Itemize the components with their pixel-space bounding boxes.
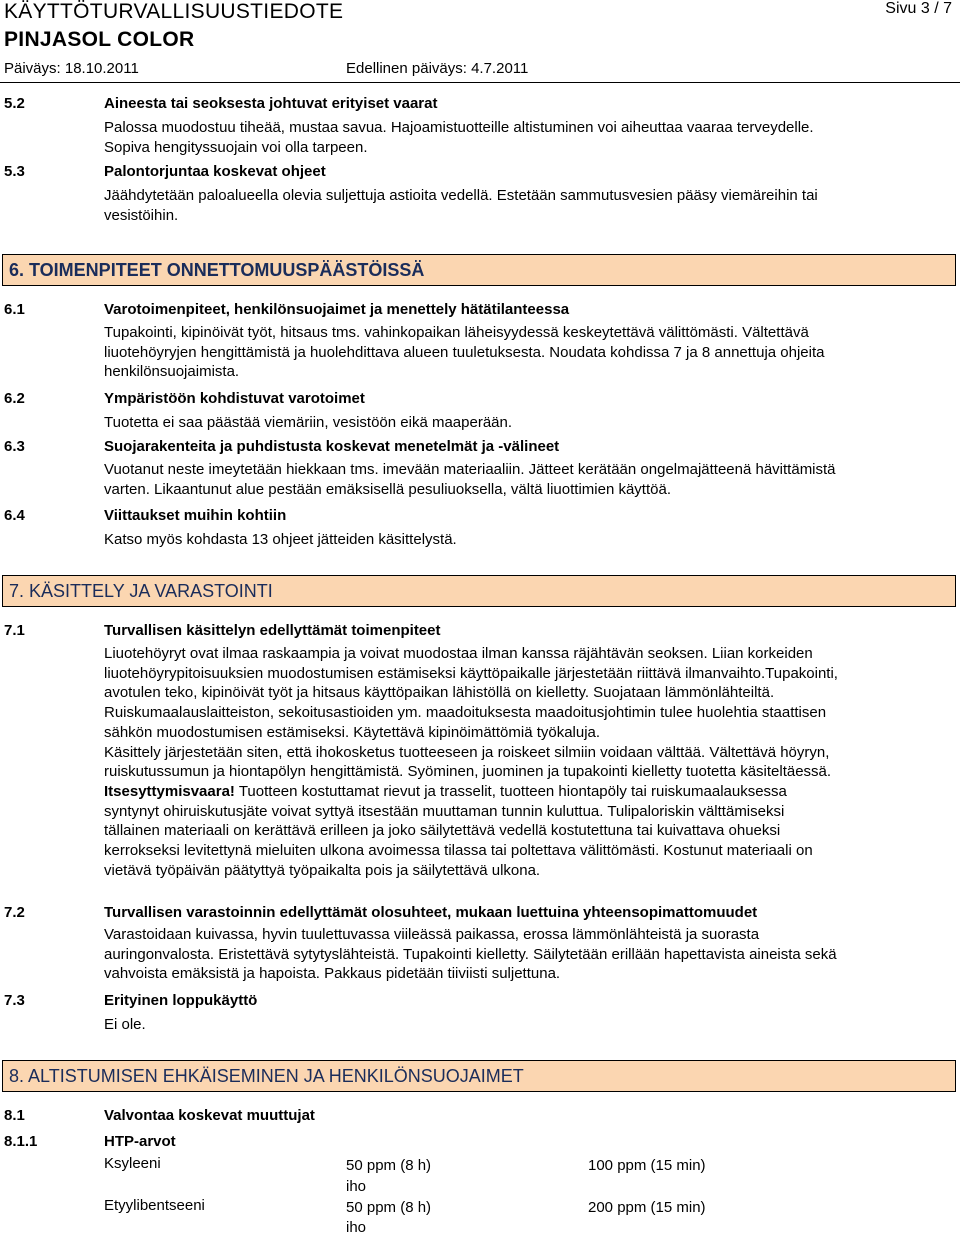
section-heading-6-label: 6. TOIMENPITEET ONNETTOMUUSPÄÄSTÖISSÄ [9, 260, 425, 280]
body-line: Ei ole. [104, 1016, 146, 1033]
body-line: Jäähdytetään paloalueella olevia suljettuja astioita vedellä. Estetään sammutusvesien pääsy viemäreihin tai [104, 187, 818, 204]
htp-15min-value: 100 ppm (15 min) [588, 1157, 706, 1174]
skin-notation: iho [346, 1178, 367, 1195]
substance-name: Etyylibentseeni [104, 1197, 205, 1214]
body-line: henkilönsuojaimista. [104, 363, 240, 381]
page-number: Sivu 3 / 7 [885, 0, 952, 17]
subsection-title-5-2: Aineesta tai seoksesta johtuvat erityiset vaarat [104, 95, 438, 112]
body-line: Käsittely järjestetään siten, että ihokosketus tuotteeseen ja roiskeet silmiin voidaan välttää. Vältettävä höyryn, [104, 743, 830, 761]
body-line [104, 782, 956, 802]
previous-date: Edellinen päiväys: 4.7.2011 [346, 60, 529, 77]
body-line-text: Tuotteen kostuttamat rievut ja trasselit, tuotteen hiontapöly tai ruiskumaalauksessa [238, 782, 787, 800]
body-line: vahvoista emäksistä ja hapoista. Pakkaus pidetään tiiviisti suljettuna. [104, 965, 561, 983]
subsection-number-7-3: 7.3 [4, 992, 25, 1009]
section-heading-6 [2, 254, 956, 286]
subsection-number-7-1: 7.1 [4, 622, 25, 639]
issue-date: Päiväys: 18.10.2011 [4, 60, 139, 77]
body-line: ruiskutussumun ja hiontapölyn hengittämistä. Syöminen, juominen ja tupakointi kielletty tuotetta käsiteltäessä. [104, 763, 832, 781]
subsection-number-8-1-1: 8.1.1 [4, 1133, 38, 1150]
document-title: KÄYTTÖTURVALLISUUSTIEDOTE [4, 0, 344, 23]
body-line: Vuotanut neste imeytetään hiekkaan tms. imevään materiaaliin. Jätteet kerätään ongelmajätteenä hävittämistä [104, 461, 836, 478]
subsection-number-6-1: 6.1 [4, 301, 25, 318]
subsection-body-5-3 [104, 186, 956, 225]
subsection-number-8-1: 8.1 [4, 1107, 25, 1124]
subsection-body-7-2 [104, 925, 956, 984]
body-line: Varastoidaan kuivassa, hyvin tuulettuvassa viileässä paikassa, erossa lämmönlähteistä ja suorasta [104, 926, 760, 943]
body-line: Palossa muodostuu tiheää, mustaa savua. Hajoamistuotteille altistuminen voi aiheuttaa vaaraa terveydelle. [104, 119, 814, 136]
body-line: syntynyt ohiruiskutusjäte voivat syttyä itsestään muuttaman tunnin kuluttua. Tulipaloriskin välttämiseksi [104, 802, 785, 820]
body-line: sähkön muodostumisen estämiseksi. Käytettävä kipinöimättömiä työkaluja. [104, 723, 601, 741]
subsection-body-6-1 [104, 323, 956, 382]
subsection-title-7-1: Turvallisen käsittelyn edellyttämät toimenpiteet [104, 622, 441, 639]
htp-8h-value: 50 ppm (8 h) [346, 1157, 432, 1174]
section-heading-7-label: 7. KÄSITTELY JA VARASTOINTI [9, 581, 273, 601]
subsection-title-6-4: Viittaukset muihin kohtiin [104, 507, 287, 524]
section-heading-8-label: 8. ALTISTUMISEN EHKÄISEMINEN JA HENKILÖNSUOJAIMET [9, 1066, 524, 1086]
subsection-body-7-3 [104, 1015, 956, 1035]
htp-15min-value: 200 ppm (15 min) [588, 1199, 706, 1216]
warning-lead: Itsesyttymisvaara! [104, 782, 235, 800]
subsection-number-7-2: 7.2 [4, 904, 25, 921]
subsection-title-7-3: Erityinen loppukäyttö [104, 992, 258, 1009]
subsection-title-8-1-1: HTP-arvot [104, 1133, 176, 1150]
htp-8h-value: 50 ppm (8 h) [346, 1199, 432, 1216]
body-line: vesistöihin. [104, 206, 179, 224]
product-name: PINJASOL COLOR [4, 28, 195, 51]
body-line: Liuotehöyryt ovat ilmaa raskaampia ja voivat muodostaa ilman kanssa räjähtävän seoksen. Liian korkeiden [104, 645, 813, 662]
substance-name: Ksyleeni [104, 1155, 161, 1172]
subsection-title-6-3: Suojarakenteita ja puhdistusta koskevat menetelmät ja -välineet [104, 438, 560, 455]
body-line: varten. Likaantunut alue pestään emäksisellä pesuliuoksella, vältä liuottimien käyttöä. [104, 480, 671, 498]
body-line: liuotehöyrypitoisuuksien muodostumisen estämiseksi käyttöpaikalle järjestetään riittävä ilmanvaihto.Tupakointi, [104, 664, 838, 682]
skin-notation: iho [346, 1219, 367, 1236]
subsection-number-6-2: 6.2 [4, 390, 25, 407]
subsection-number-6-3: 6.3 [4, 438, 25, 455]
body-line: vietävä työpäivän päätyttyä työpaikalta pois ja säilytettävä ulkona. [104, 861, 541, 879]
body-line: Ruiskumaalauslaitteiston, sekoitusastioiden ym. maadoituksesta maadoitusjohtimin tulee huolehtia staattisen [104, 704, 827, 722]
body-line: tällainen materiaali on kerättävä erilleen ja joko säilytettävä vedellä kostutettuna tai kuivattava ohueksi [104, 822, 781, 840]
subsection-body-6-4 [104, 530, 956, 550]
subsection-title-6-2: Ympäristöön kohdistuvat varotoimet [104, 390, 365, 407]
body-line: Katso myös kohdasta 13 ohjeet jätteiden käsittelystä. [104, 531, 457, 548]
subsection-title-7-2: Turvallisen varastoinnin edellyttämät olosuhteet, mukaan luettuina yhteensopimattomuudet [104, 904, 758, 921]
subsection-number-5-3: 5.3 [4, 163, 25, 180]
subsection-body-7-1 [104, 644, 956, 880]
section-heading-7 [2, 575, 956, 607]
subsection-body-6-3 [104, 460, 956, 499]
section-heading-8 [2, 1060, 956, 1092]
body-line: Sopiva hengityssuojain voi olla tarpeen. [104, 138, 368, 156]
body-line: Tuotetta ei saa päästää viemäriin, vesistöön eikä maaperään. [104, 414, 513, 431]
subsection-body-5-2 [104, 118, 956, 157]
body-line: liuotehöyryjen hengittämistä ja huolehdittava alueen tuuletuksesta. Noudata kohdissa 7 ja 8 annettuja ohjeita [104, 343, 825, 361]
subsection-title-8-1: Valvontaa koskevat muuttujat [104, 1107, 315, 1124]
subsection-title-6-1: Varotoimenpiteet, henkilönsuojaimet ja menettely hätätilanteessa [104, 301, 570, 318]
subsection-number-6-4: 6.4 [4, 507, 25, 524]
subsection-number-5-2: 5.2 [4, 95, 25, 112]
body-line: kerrokseksi levitettynä mieluiten ulkona avoimessa tilassa tai poltettava välittömästi. Kostunut materiaali on [104, 842, 813, 860]
header-divider [0, 82, 960, 83]
subsection-title-5-3: Palontorjuntaa koskevat ohjeet [104, 163, 326, 180]
body-line: Tupakointi, kipinöivät työt, hitsaus tms. vahinkopaikan läheisyydessä keskeytettävä välittömästi. Vältettävä [104, 324, 809, 341]
body-line: auringonvalosta. Eristettävä sytytyslähteistä. Tupakointi kielletty. Säilytetään erillään hapettavista aineista sekä [104, 945, 837, 963]
body-line: avotulen teko, kipinöivät työt ja hitsaus käyttöpaikan lähistöllä on kielletty. Suojataan lämmönlähteiltä. [104, 684, 775, 702]
subsection-body-6-2 [104, 413, 956, 433]
